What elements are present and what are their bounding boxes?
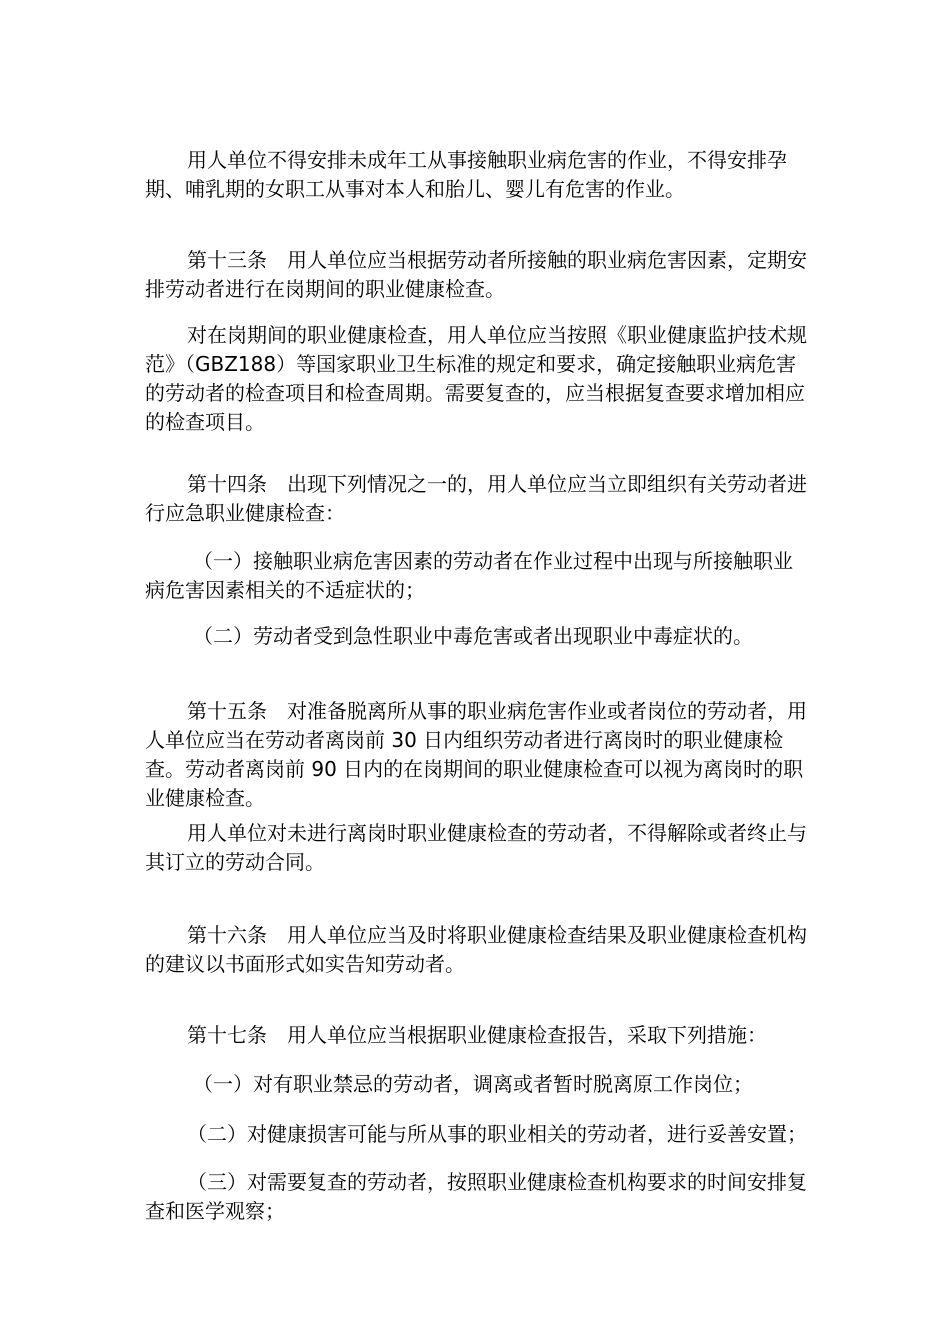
article-14-item-2: （二）劳动者受到急性职业中毒危害或者出现职业中毒症状的。: [193, 624, 753, 648]
paragraph-contract-termination: 用人单位对未进行离岗时职业健康检查的劳动者，不得解除或者终止与其订立的劳动合同。: [145, 821, 807, 874]
paragraph-on-duty-checkup: 对在岗期间的职业健康检查，用人单位应当按照《职业健康监护技术规范》（GBZ188）等国家职业卫生标准的规定和要求，确定接触职业病危害的劳动者的检查项目和检查周期。需要复查的，应当根据复查要求增加相应的检查项目。: [145, 323, 807, 434]
article-15: 第十五条 对准备脱离所从事的职业病危害作业或者岗位的劳动者，用人单位应当在劳动者离岗前 30 日内组织劳动者进行离岗时的职业健康检查。劳动者离岗前 90 日内的在岗期间的职业健康检查可以视为离岗时的职业健康检查。: [145, 699, 807, 810]
paragraph-minor-pregnant-workers: 用人单位不得安排未成年工从事接触职业病危害的作业，不得安排孕期、哺乳期的女职工从事对本人和胎儿、婴儿有危害的作业。: [145, 148, 787, 201]
article-17-item-1: （一）对有职业禁忌的劳动者，调离或者暂时脱离原工作岗位；: [193, 1072, 753, 1096]
article-17-item-3: （三）对需要复查的劳动者，按照职业健康检查机构要求的时间安排复查和医学观察；: [145, 1170, 807, 1223]
article-17: 第十七条 用人单位应当根据职业健康检查报告，采取下列措施：: [187, 1023, 767, 1047]
article-17-item-2: （二）对健康损害可能与所从事的职业相关的劳动者，进行妥善安置；: [187, 1122, 807, 1146]
article-16: 第十六条 用人单位应当及时将职业健康检查结果及职业健康检查机构的建议以书面形式如实告知劳动者。: [145, 923, 807, 976]
article-13: 第十三条 用人单位应当根据劳动者所接触的职业病危害因素，定期安排劳动者进行在岗期间的职业健康检查。: [145, 248, 807, 301]
article-14: 第十四条 出现下列情况之一的，用人单位应当立即组织有关劳动者进行应急职业健康检查：: [145, 472, 807, 525]
article-14-item-1: （一）接触职业病危害因素的劳动者在作业过程中出现与所接触职业病危害因素相关的不适症状的；: [145, 549, 793, 602]
